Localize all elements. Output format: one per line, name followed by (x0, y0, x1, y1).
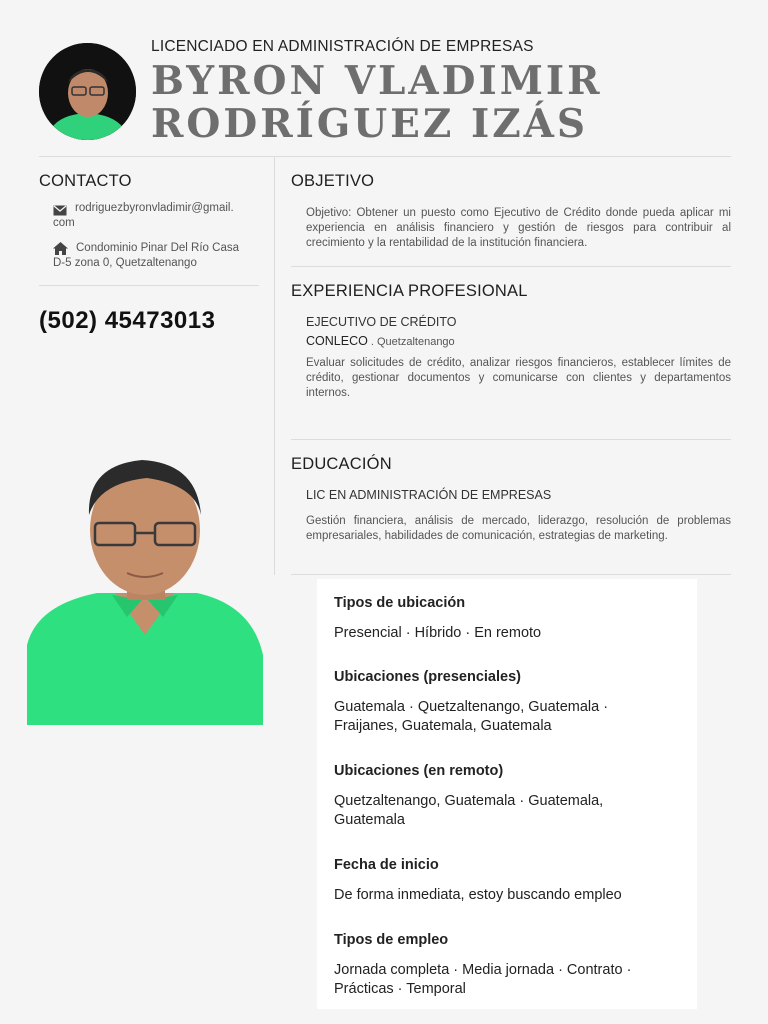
professional-title: LICENCIADO EN ADMINISTRACIÓN DE EMPRESAS (151, 38, 534, 55)
remote-locations-line-1: Quetzaltenango, Guatemala · Guatemala, (334, 793, 604, 809)
employment-types-line-1: Jornada completa · Media jornada · Contrato · (334, 962, 632, 978)
address-line-2: D-5 zona 0, Quetzaltenango (53, 257, 197, 269)
full-name (151, 60, 603, 146)
header-divider (39, 156, 731, 157)
employment-types-heading: Tipos de empleo (334, 932, 449, 948)
contact-heading: CONTACTO (39, 172, 132, 190)
profile-photo (27, 445, 263, 725)
phone-number[interactable]: (502) 45473013 (39, 307, 216, 334)
location-types-heading: Tipos de ubicación (334, 595, 466, 611)
job-title: EJECUTIVO DE CRÉDITO (306, 315, 457, 329)
experience-divider (291, 439, 731, 440)
company-line: CONLECO . Quetzaltenango (306, 334, 455, 348)
onsite-locations-line-2: Fraijanes, Guatemala, Guatemala (334, 718, 552, 734)
column-divider (274, 157, 275, 575)
education-heading: EDUCACIÓN (291, 455, 392, 473)
objective-text: Objetivo: Obtener un puesto como Ejecutivo de Crédito donde pueda aplicar mi experiencia en análisis financiero y gestión de riesgos para contribuir al crecimiento y la rentabilidad de la institución financiera. (306, 207, 731, 249)
education-divider (291, 574, 731, 575)
objective-heading: OBJETIVO (291, 172, 375, 190)
onsite-locations-heading: Ubicaciones (presenciales) (334, 669, 521, 685)
company-location: Quetzaltenango (377, 336, 455, 348)
employment-types-line-2: Prácticas · Temporal (334, 981, 466, 997)
name-line-1: BYRON VLADIMIR (151, 58, 603, 104)
remote-locations-line-2: Guatemala (334, 812, 405, 828)
envelope-icon (53, 203, 67, 221)
education-description: Gestión financiera, análisis de mercado, liderazgo, resolución de problemas empresariales, habilidades de comunicación, estrategias de marketing. (306, 515, 731, 542)
objective-divider (291, 266, 731, 267)
address-line-1: Condominio Pinar Del Río Casa (76, 242, 239, 254)
location-types-value: Presencial · Híbrido · En remoto (334, 625, 542, 641)
start-date-heading: Fecha de inicio (334, 857, 439, 873)
onsite-locations-line-1: Guatemala · Quetzaltenango, Guatemala · (334, 699, 609, 715)
experience-heading: EXPERIENCIA PROFESIONAL (291, 282, 528, 300)
home-icon (53, 242, 68, 260)
degree-title: LIC EN ADMINISTRACIÓN DE EMPRESAS (306, 488, 552, 502)
job-preferences-card (317, 579, 697, 1009)
contact-divider (39, 285, 259, 286)
start-date-value: De forma inmediata, estoy buscando empleo (334, 887, 622, 903)
remote-locations-heading: Ubicaciones (en remoto) (334, 763, 504, 779)
job-description: Evaluar solicitudes de crédito, analizar riesgos financieros, establecer límites de crédito, gestionar documentos y comunicarse con clientes y departamentos internos. (306, 357, 731, 399)
contact-email[interactable] (53, 201, 263, 231)
profile-avatar (39, 43, 136, 140)
contact-address (53, 241, 268, 271)
email-line-1: rodriguezbyronvladimir@gmail. (75, 202, 234, 214)
company-name: CONLECO (306, 334, 368, 348)
email-line-2: com (53, 217, 75, 229)
name-line-2: RODRÍGUEZ IZÁS (151, 101, 589, 147)
